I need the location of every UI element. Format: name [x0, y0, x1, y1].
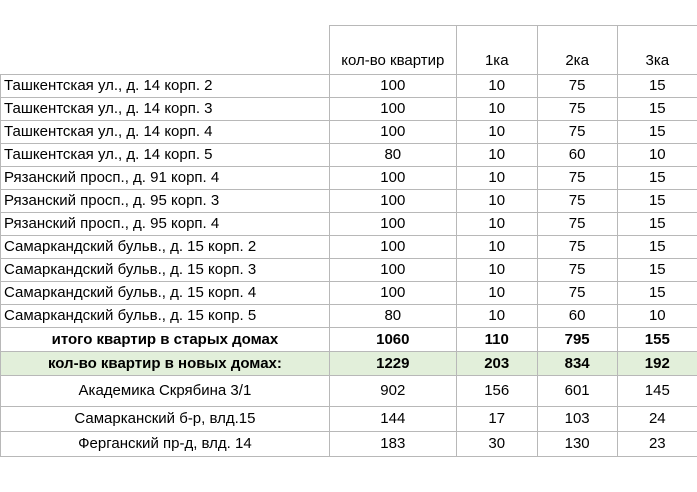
- new-building-k3[interactable]: 145: [617, 376, 697, 407]
- header-blank-cell[interactable]: [1, 26, 330, 75]
- k1-cell[interactable]: 10: [456, 236, 537, 259]
- address-cell[interactable]: Ташкентская ул., д. 14 корп. 4: [1, 121, 330, 144]
- k1-cell[interactable]: 10: [456, 75, 537, 98]
- k3-cell[interactable]: 15: [617, 190, 697, 213]
- table-row: [1, 282, 697, 305]
- table-row: [1, 236, 697, 259]
- k2-cell[interactable]: 75: [537, 98, 617, 121]
- flats-cell[interactable]: 100: [329, 236, 456, 259]
- new-total-label[interactable]: кол-во квартир в новых домах:: [1, 352, 330, 376]
- address-cell[interactable]: Ташкентская ул., д. 14 корп. 3: [1, 98, 330, 121]
- flats-cell[interactable]: 100: [329, 190, 456, 213]
- new-building-address[interactable]: Самарканский б-р, влд.15: [1, 407, 330, 432]
- k3-cell[interactable]: 10: [617, 305, 697, 328]
- k3-cell[interactable]: 10: [617, 144, 697, 167]
- address-cell[interactable]: Рязанский просп., д. 91 корп. 4: [1, 167, 330, 190]
- new-building-k1[interactable]: 156: [456, 376, 537, 407]
- new-building-k2[interactable]: 103: [537, 407, 617, 432]
- address-cell[interactable]: Ташкентская ул., д. 14 корп. 2: [1, 75, 330, 98]
- k1-cell[interactable]: 10: [456, 213, 537, 236]
- new-building-address[interactable]: Ферганский пр-д, влд. 14: [1, 432, 330, 457]
- header-3room[interactable]: 3ка: [617, 26, 697, 75]
- flats-cell[interactable]: 100: [329, 167, 456, 190]
- k2-cell[interactable]: 75: [537, 121, 617, 144]
- k3-cell[interactable]: 15: [617, 167, 697, 190]
- table-row: [1, 259, 697, 282]
- table-row: [1, 121, 697, 144]
- address-cell[interactable]: Рязанский просп., д. 95 корп. 4: [1, 213, 330, 236]
- k2-cell[interactable]: 75: [537, 259, 617, 282]
- header-1room[interactable]: 1ка: [456, 26, 537, 75]
- new-total-k1[interactable]: 203: [456, 352, 537, 376]
- table-row: [1, 75, 697, 98]
- k3-cell[interactable]: 15: [617, 121, 697, 144]
- flats-cell[interactable]: 100: [329, 213, 456, 236]
- k3-cell[interactable]: 15: [617, 98, 697, 121]
- k2-cell[interactable]: 75: [537, 167, 617, 190]
- table-row: [1, 167, 697, 190]
- old-total-flats[interactable]: 1060: [329, 328, 456, 352]
- address-cell[interactable]: Самаркандский бульв., д. 15 корп. 3: [1, 259, 330, 282]
- new-building-k2[interactable]: 601: [537, 376, 617, 407]
- k2-cell[interactable]: 75: [537, 213, 617, 236]
- table-row: [1, 190, 697, 213]
- new-building-row: [1, 407, 697, 432]
- k1-cell[interactable]: 10: [456, 282, 537, 305]
- new-building-k3[interactable]: 23: [617, 432, 697, 457]
- k1-cell[interactable]: 10: [456, 190, 537, 213]
- k1-cell[interactable]: 10: [456, 167, 537, 190]
- new-building-row: [1, 432, 697, 457]
- flats-cell[interactable]: 100: [329, 282, 456, 305]
- k2-cell[interactable]: 75: [537, 236, 617, 259]
- table-row: [1, 305, 697, 328]
- table-body: [1, 26, 697, 457]
- k2-cell[interactable]: 60: [537, 144, 617, 167]
- flats-cell[interactable]: 80: [329, 144, 456, 167]
- new-building-k2[interactable]: 130: [537, 432, 617, 457]
- flats-cell[interactable]: 100: [329, 259, 456, 282]
- header-flats[interactable]: кол-во квартир: [329, 26, 456, 75]
- header-row: [1, 26, 697, 75]
- address-cell[interactable]: Самаркандский бульв., д. 15 корп. 4: [1, 282, 330, 305]
- k1-cell[interactable]: 10: [456, 305, 537, 328]
- k3-cell[interactable]: 15: [617, 259, 697, 282]
- k1-cell[interactable]: 10: [456, 259, 537, 282]
- new-total-row: [1, 352, 697, 376]
- new-total-flats[interactable]: 1229: [329, 352, 456, 376]
- k3-cell[interactable]: 15: [617, 236, 697, 259]
- address-cell[interactable]: Ташкентская ул., д. 14 корп. 5: [1, 144, 330, 167]
- k2-cell[interactable]: 75: [537, 190, 617, 213]
- new-building-flats[interactable]: 902: [329, 376, 456, 407]
- new-building-k1[interactable]: 30: [456, 432, 537, 457]
- flats-cell[interactable]: 100: [329, 75, 456, 98]
- old-total-label[interactable]: итого квартир в старых домах: [1, 328, 330, 352]
- k1-cell[interactable]: 10: [456, 98, 537, 121]
- old-total-k3[interactable]: 155: [617, 328, 697, 352]
- address-cell[interactable]: Самаркандский бульв., д. 15 копр. 5: [1, 305, 330, 328]
- new-building-row: [1, 376, 697, 407]
- old-total-row: [1, 328, 697, 352]
- old-total-k1[interactable]: 110: [456, 328, 537, 352]
- old-total-k2[interactable]: 795: [537, 328, 617, 352]
- address-cell[interactable]: Рязанский просп., д. 95 корп. 3: [1, 190, 330, 213]
- k2-cell[interactable]: 60: [537, 305, 617, 328]
- k2-cell[interactable]: 75: [537, 282, 617, 305]
- table-row: [1, 144, 697, 167]
- new-building-address[interactable]: Академика Скрябина 3/1: [1, 376, 330, 407]
- address-cell[interactable]: Самаркандский бульв., д. 15 корп. 2: [1, 236, 330, 259]
- flats-cell[interactable]: 100: [329, 121, 456, 144]
- k1-cell[interactable]: 10: [456, 121, 537, 144]
- apartment-table: [0, 25, 697, 457]
- new-building-k1[interactable]: 17: [456, 407, 537, 432]
- new-building-k3[interactable]: 24: [617, 407, 697, 432]
- header-2room[interactable]: 2ка: [537, 26, 617, 75]
- flats-cell[interactable]: 100: [329, 98, 456, 121]
- k3-cell[interactable]: 15: [617, 213, 697, 236]
- k1-cell[interactable]: 10: [456, 144, 537, 167]
- flats-cell[interactable]: 80: [329, 305, 456, 328]
- k2-cell[interactable]: 75: [537, 75, 617, 98]
- table-row: [1, 98, 697, 121]
- k3-cell[interactable]: 15: [617, 282, 697, 305]
- table-row: [1, 213, 697, 236]
- new-building-flats[interactable]: 183: [329, 432, 456, 457]
- new-building-flats[interactable]: 144: [329, 407, 456, 432]
- new-total-k2[interactable]: 834: [537, 352, 617, 376]
- k3-cell[interactable]: 15: [617, 75, 697, 98]
- new-total-k3[interactable]: 192: [617, 352, 697, 376]
